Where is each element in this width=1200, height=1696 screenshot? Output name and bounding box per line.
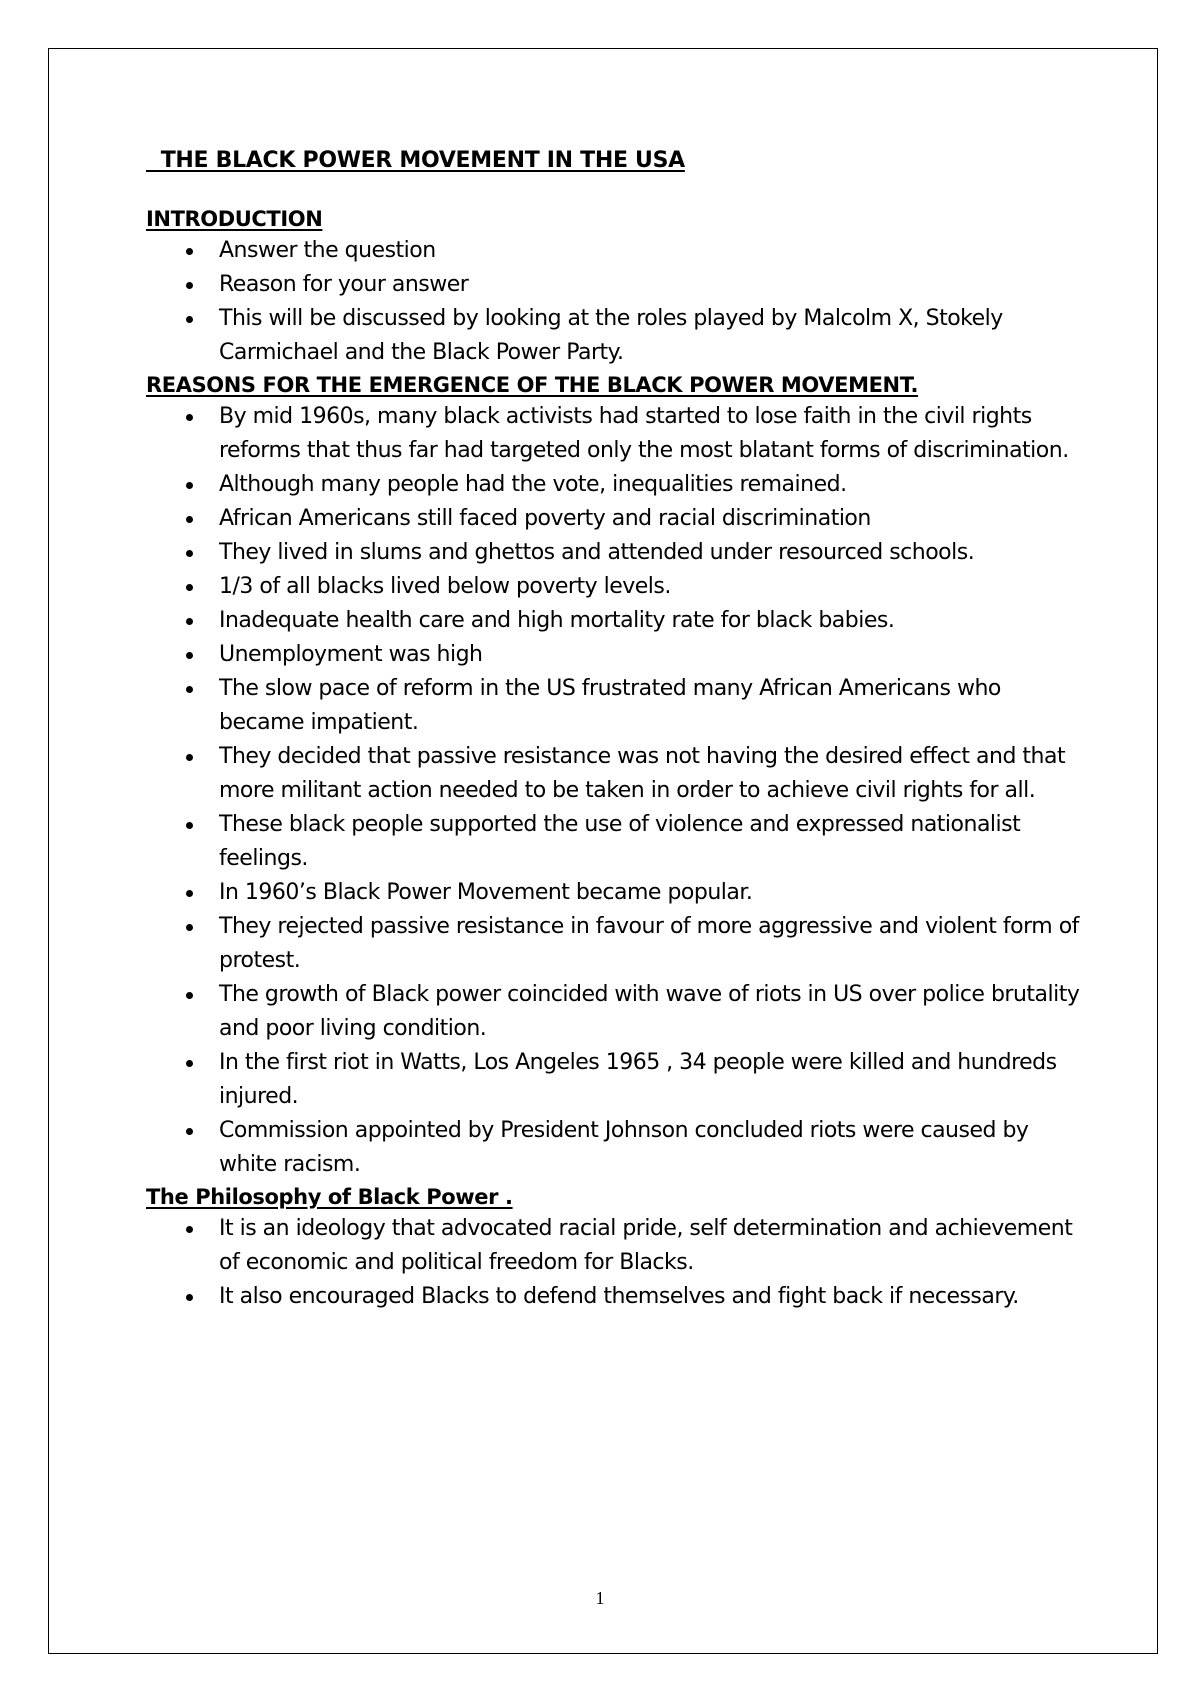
bullet-icon xyxy=(186,618,193,625)
bullet-icon xyxy=(186,516,193,523)
document-title: THE BLACK POWER MOVEMENT IN THE USA xyxy=(146,148,685,173)
list-item: In 1960’s Black Power Movement became popular. xyxy=(146,876,1086,910)
list-item: It also encouraged Blacks to defend themselves and fight back if necessary. xyxy=(146,1280,1086,1314)
page-number: 1 xyxy=(595,1588,605,1608)
bullet-icon xyxy=(186,822,193,829)
list-item: The slow pace of reform in the US frustrated many African Americans who became impatient. xyxy=(146,672,1086,740)
list-item: Reason for your answer xyxy=(146,268,1086,302)
bullet-icon xyxy=(186,652,193,659)
bullet-icon xyxy=(186,316,193,323)
list-item: Unemployment was high xyxy=(146,638,1086,672)
list-item: They rejected passive resistance in favour of more aggressive and violent form of protest. xyxy=(146,910,1086,978)
bullet-icon xyxy=(186,1226,193,1233)
list-item: By mid 1960s, many black activists had started to lose faith in the civil rights reforms that thus far had targeted only the most blatant forms of discrimination. xyxy=(146,400,1086,468)
philosophy-list xyxy=(146,1212,1086,1314)
bullet-icon xyxy=(186,992,193,999)
list-item: They decided that passive resistance was not having the desired effect and that more militant action needed to be taken in order to achieve civil rights for all. xyxy=(146,740,1086,808)
document-body xyxy=(146,146,1086,1314)
bullet-icon xyxy=(186,414,193,421)
list-item: It is an ideology that advocated racial pride, self determination and achievement of economic and political freedom for Blacks. xyxy=(146,1212,1086,1280)
bullet-icon xyxy=(186,584,193,591)
list-item: These black people supported the use of violence and expressed nationalist feelings. xyxy=(146,808,1086,876)
list-item: This will be discussed by looking at the roles played by Malcolm X, Stokely Carmichael and the Black Power Party. xyxy=(146,302,1086,370)
bullet-icon xyxy=(186,924,193,931)
list-item: Inadequate health care and high mortality rate for black babies. xyxy=(146,604,1086,638)
bullet-icon xyxy=(186,482,193,489)
list-item: African Americans still faced poverty and racial discrimination xyxy=(146,502,1086,536)
list-item: In the first riot in Watts, Los Angeles 1965 , 34 people were killed and hundreds injured. xyxy=(146,1046,1086,1114)
bullet-icon xyxy=(186,550,193,557)
bullet-icon xyxy=(186,890,193,897)
list-item: The growth of Black power coincided with wave of riots in US over police brutality and poor living condition. xyxy=(146,978,1086,1046)
reasons-heading: REASONS FOR THE EMERGENCE OF THE BLACK POWER MOVEMENT. xyxy=(146,373,919,397)
list-item: 1/3 of all blacks lived below poverty levels. xyxy=(146,570,1086,604)
list-item: Answer the question xyxy=(146,234,1086,268)
bullet-icon xyxy=(186,282,193,289)
bullet-icon xyxy=(186,686,193,693)
introduction-heading: INTRODUCTION xyxy=(146,207,323,231)
bullet-icon xyxy=(186,754,193,761)
list-item: Commission appointed by President Johnson concluded riots were caused by white racism. xyxy=(146,1114,1086,1182)
philosophy-heading: The Philosophy of Black Power . xyxy=(146,1185,513,1209)
list-item: They lived in slums and ghettos and attended under resourced schools. xyxy=(146,536,1086,570)
bullet-icon xyxy=(186,248,193,255)
list-item: Although many people had the vote, inequalities remained. xyxy=(146,468,1086,502)
reasons-list xyxy=(146,400,1086,1182)
bullet-icon xyxy=(186,1060,193,1067)
introduction-list xyxy=(146,234,1086,370)
bullet-icon xyxy=(186,1294,193,1301)
bullet-icon xyxy=(186,1128,193,1135)
